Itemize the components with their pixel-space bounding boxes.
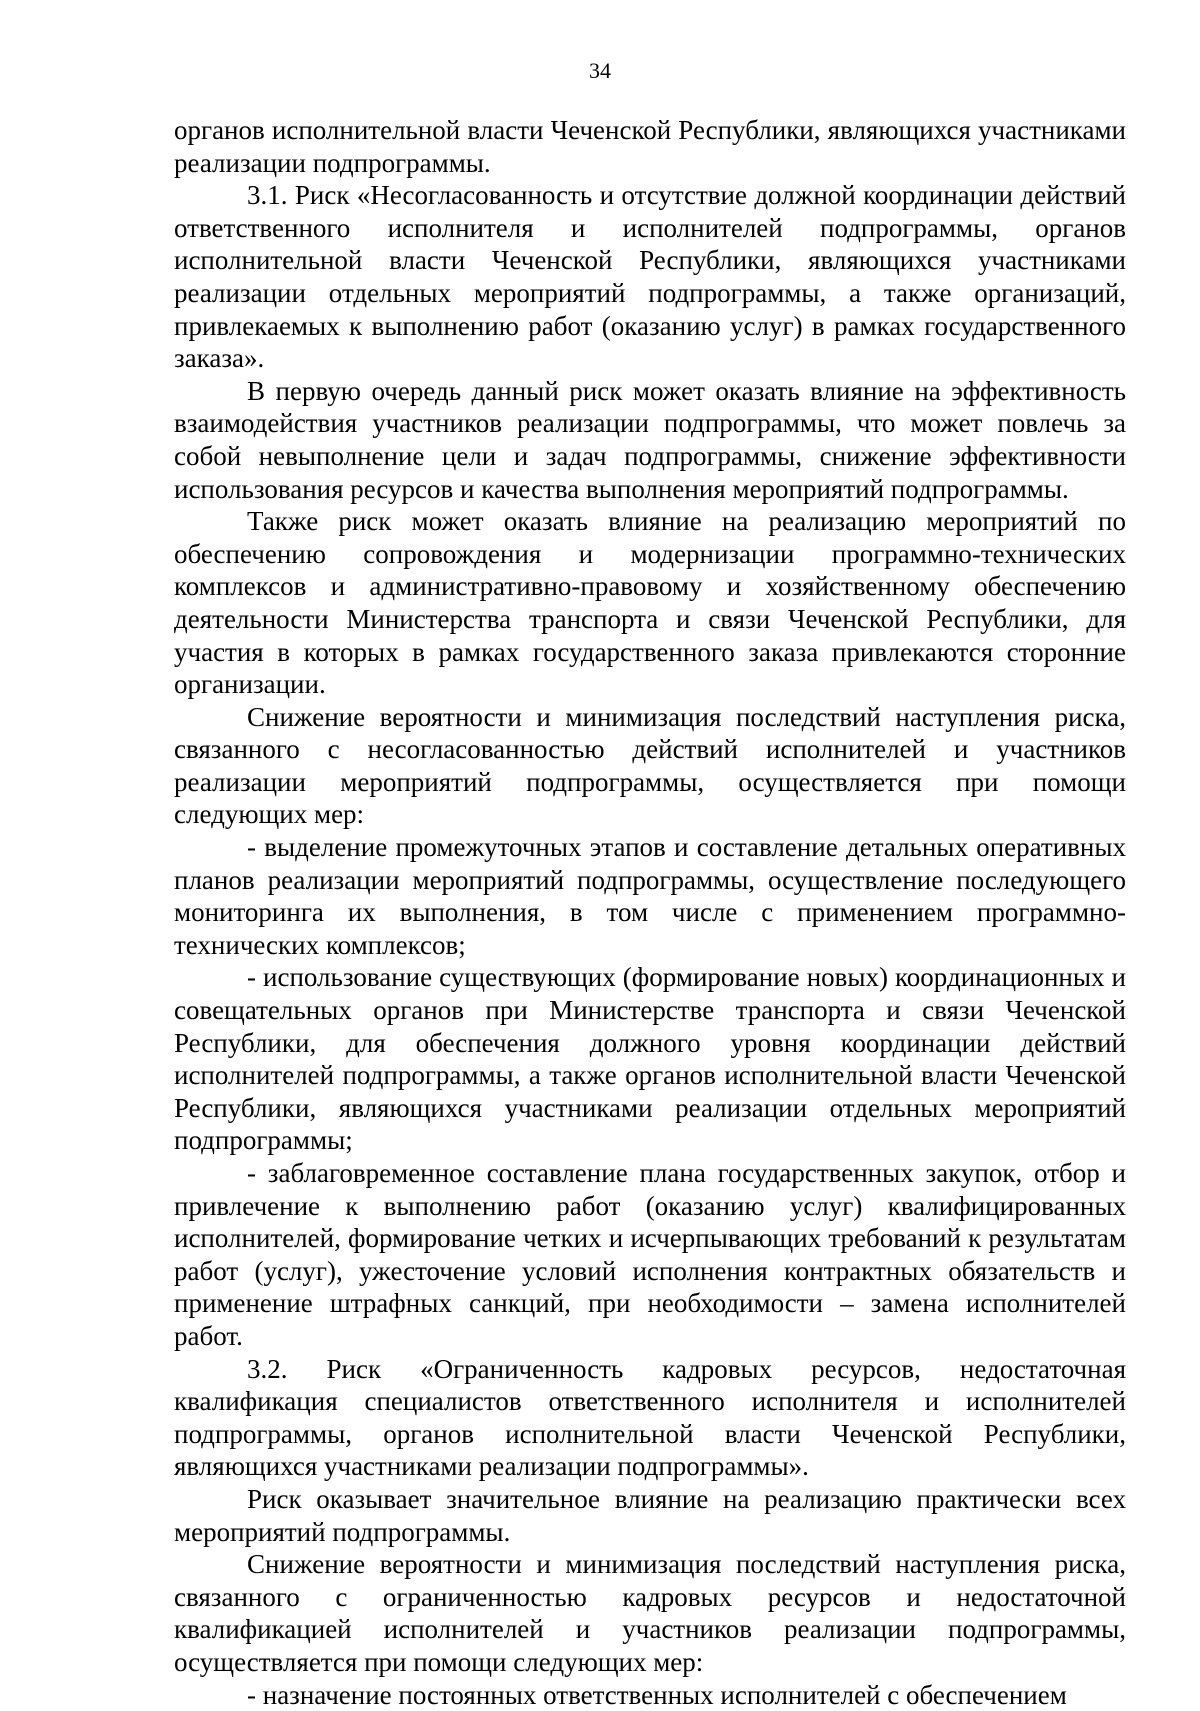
list-item-measure-3: - заблаговременное составление плана государственных закупок, отбор и привлечение к выполнению работ (оказанию услуг) квалифицированных исполнителей, формирование четких и исчерпывающих требований к результатам работ (услуг), ужесточение условий исполнения контрактных обязательств и применение штрафных санкций, при необходимости – замена исполнителей работ. — [174, 1157, 1126, 1353]
paragraph-risk-3-2-influence: Риск оказывает значительное влияние на реализацию практически всех мероприятий подпрограммы. — [174, 1483, 1126, 1548]
paragraph-risk-3-1: 3.1. Риск «Несогласованность и отсутствие должной координации действий ответственного исполнителя и исполнителей подпрограммы, органов исполнительной власти Чеченской Республики, являющихся участниками реализации отдельных мероприятий подпрограммы, а также организаций, привлекаемых к выполнению работ (оказанию услуг) в рамках государственного заказа». — [174, 179, 1126, 375]
paragraph-risk-3-2: 3.2. Риск «Ограниченность кадровых ресурсов, недостаточная квалификация специалистов ответственного исполнителя и исполнителей подпрограммы, органов исполнительной власти Чеченской Республики, являющихся участниками реализации подпрограммы». — [174, 1353, 1126, 1483]
list-item-measure-4: - назначение постоянных ответственных исполнителей с обеспечением — [174, 1679, 1126, 1711]
list-item-measure-1: - выделение промежуточных этапов и составление детальных оперативных планов реализации мероприятий подпрограммы, осуществление последующего мониторинга их выполнения, в том числе с применением программно-технических комплексов; — [174, 831, 1126, 961]
page-number: 34 — [0, 58, 1200, 84]
document-body — [174, 114, 1126, 1711]
paragraph-risk-influence-also: Также риск может оказать влияние на реализацию мероприятий по обеспечению сопровождения и модернизации программно-технических комплексов и административно-правовому и хозяйственному обеспечению деятельности Министерства транспорта и связи Чеченской Республики, для участия в которых в рамках государственного заказа привлекаются сторонние организации. — [174, 505, 1126, 701]
paragraph-continuation: органов исполнительной власти Чеченской Республики, являющихся участниками реализации подпрограммы. — [174, 114, 1126, 179]
paragraph-mitigation-intro: Снижение вероятности и минимизация последствий наступления риска, связанного с несогласованностью действий исполнителей и участников реализации мероприятий подпрограммы, осуществляется при помощи следующих мер: — [174, 701, 1126, 831]
paragraph-mitigation-intro-2: Снижение вероятности и минимизация последствий наступления риска, связанного с ограниченностью кадровых ресурсов и недостаточной квалификацией исполнителей и участников реализации подпрограммы, осуществляется при помощи следующих мер: — [174, 1548, 1126, 1678]
list-item-measure-2: - использование существующих (формирование новых) координационных и совещательных органов при Министерстве транспорта и связи Чеченской Республики, для обеспечения должного уровня координации действий исполнителей подпрограммы, а также органов исполнительной власти Чеченской Республики, являющихся участниками реализации отдельных мероприятий подпрограммы; — [174, 961, 1126, 1157]
paragraph-risk-influence: В первую очередь данный риск может оказать влияние на эффективность взаимодействия участников реализации подпрограммы, что может повлечь за собой невыполнение цели и задач подпрограммы, снижение эффективности использования ресурсов и качества выполнения мероприятий подпрограммы. — [174, 375, 1126, 505]
